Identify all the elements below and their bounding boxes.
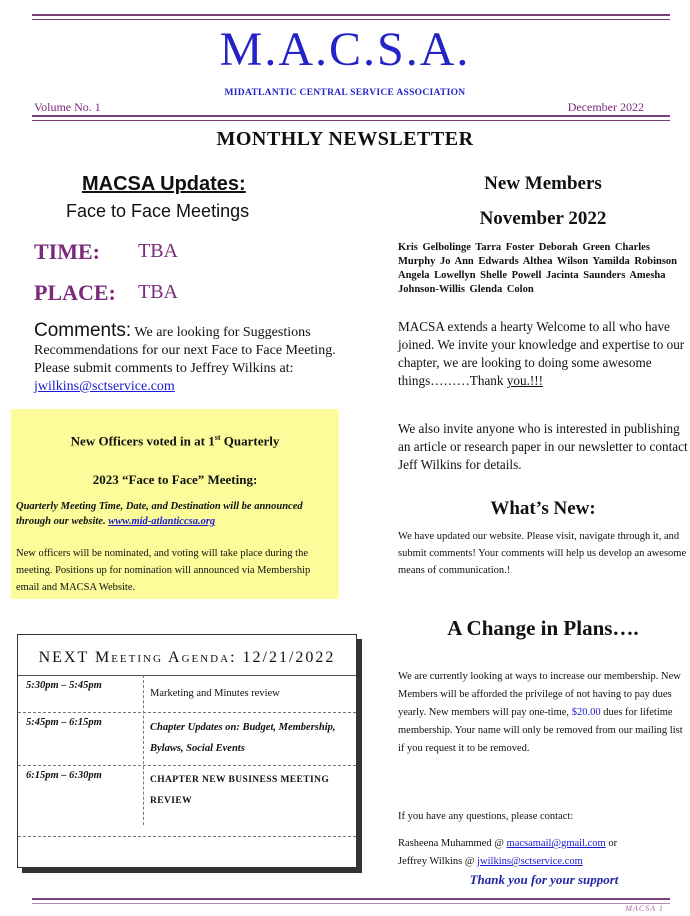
updates-heading: MACSA Updates: bbox=[82, 173, 246, 195]
comments-text: We are looking for Suggestions Recommendations for our next Face to Face Meeting. Please submit comments to Jeffrey Wilkins at: bbox=[34, 325, 336, 376]
thank-you-note: Thank you for your support bbox=[469, 872, 619, 887]
new-members-month: November 2022 bbox=[479, 208, 607, 229]
place-label: PLACE: bbox=[34, 280, 116, 305]
contact-line-1: Rasheena Muhammed @ macsamail@gmail.com or bbox=[398, 838, 618, 849]
association-name: MIDATLANTIC CENTRAL SERVICE ASSOCIATION bbox=[224, 88, 466, 98]
comments-paragraph bbox=[34, 322, 354, 396]
bottom-rule bbox=[32, 898, 670, 900]
agenda-row bbox=[18, 676, 356, 713]
top-rule-thin bbox=[32, 19, 670, 20]
dues-amount: $20.00 bbox=[571, 707, 601, 718]
agenda-item: Chapter Updates on: Budget, Membership, Bylaws, Social Events bbox=[150, 722, 336, 754]
agenda-time: 6:15pm – 6:30pm bbox=[26, 770, 102, 781]
contact-intro: If you have any questions, please contact: bbox=[398, 811, 574, 822]
whats-new-heading: What’s New: bbox=[490, 498, 596, 519]
footer-page-label: MACSA 1 bbox=[625, 904, 664, 913]
nomination-text: New officers will be nominated, and voting will take place during the meeting. Positions up for nomination will announced via Membership email and MACSA Website. bbox=[16, 548, 311, 593]
whats-new-text: We have updated our website. Please visit, navigate through it, and submit comments! Your comments will help us develop an awesome means of communication.! bbox=[398, 531, 687, 576]
agenda-time: 5:30pm – 5:45pm bbox=[26, 680, 102, 691]
comments-email-link[interactable]: jwilkins@sctservice.com bbox=[34, 379, 175, 394]
place-value: TBA bbox=[138, 281, 178, 303]
plans-text: We are currently looking at ways to increase our membership. New Members will be afforded the privilege of not having to pay dues yearly. New members will pay one-time, $20.00 dues for lifetime membership. Your name will only be removed from our mailing list if you request it to be removed. bbox=[398, 671, 683, 754]
agenda-row bbox=[18, 713, 356, 766]
comments-label: Comments: bbox=[34, 320, 132, 341]
agenda-time: 5:45pm – 6:15pm bbox=[26, 717, 102, 728]
invite-paragraph: We also invite anyone who is interested in publishing an article or research paper in our newsletter to contact Jeff Wilkins for details. bbox=[398, 421, 688, 472]
top-rule bbox=[32, 14, 670, 16]
plans-heading: A Change in Plans…. bbox=[447, 616, 639, 640]
new-members-heading: New Members bbox=[484, 173, 602, 194]
newsletter-heading: MONTHLY NEWSLETTER bbox=[216, 128, 474, 150]
officers-box bbox=[11, 409, 339, 599]
time-label: TIME: bbox=[34, 239, 100, 264]
announcement-text: Quarterly Meeting Time, Date, and Destination will be announced through our website. www.mid-atlanticcsa.org bbox=[16, 501, 303, 527]
contact-email-2[interactable]: jwilkins@sctservice.com bbox=[477, 856, 583, 867]
newsletter-title: M.A.C.S.A. bbox=[219, 23, 471, 76]
masthead-rule bbox=[32, 115, 670, 117]
updates-subheading: Face to Face Meetings bbox=[66, 201, 250, 221]
contact-block bbox=[398, 808, 690, 871]
agenda-title: NEXT Meeting Agenda: 12/21/2022 bbox=[18, 635, 356, 676]
contact-email-1[interactable]: macsamail@gmail.com bbox=[506, 838, 606, 849]
agenda-item: Marketing and Minutes review bbox=[150, 688, 280, 699]
time-value: TBA bbox=[138, 240, 178, 262]
masthead-rule-thin bbox=[32, 120, 670, 121]
officers-heading: New Officers voted in at 1st Quarterly bbox=[70, 433, 280, 449]
new-members-list: Kris Gelbolinge Tarra Foster Deborah Green Charles Murphy Jo Ann Edwards Althea Wilson Yamilda Robinson Angela Lowellyn Shelle Powell Jacinta Saunders Amesha Johnson-Willis Glenda Colon bbox=[398, 242, 678, 295]
agenda-box bbox=[17, 634, 357, 868]
welcome-paragraph: MACSA extends a hearty Welcome to all who have joined. We invite your knowledge and expertise to our chapter, we are looking to doing some awesome things………Thank you.!!! bbox=[398, 319, 685, 388]
website-link[interactable]: www.mid-atlanticcsa.org bbox=[108, 516, 216, 527]
bottom-rule-thin bbox=[32, 903, 670, 904]
agenda-item: CHAPTER NEW BUSINESS MEETING REVIEW bbox=[150, 775, 330, 806]
meeting-heading: 2023 “Face to Face” Meeting: bbox=[92, 472, 258, 487]
agenda-row bbox=[18, 766, 356, 837]
issue-date: December 2022 bbox=[567, 100, 644, 114]
volume-number: Volume No. 1 bbox=[34, 100, 101, 114]
contact-line-2: Jeffrey Wilkins @ jwilkins@sctservice.com bbox=[398, 856, 583, 867]
